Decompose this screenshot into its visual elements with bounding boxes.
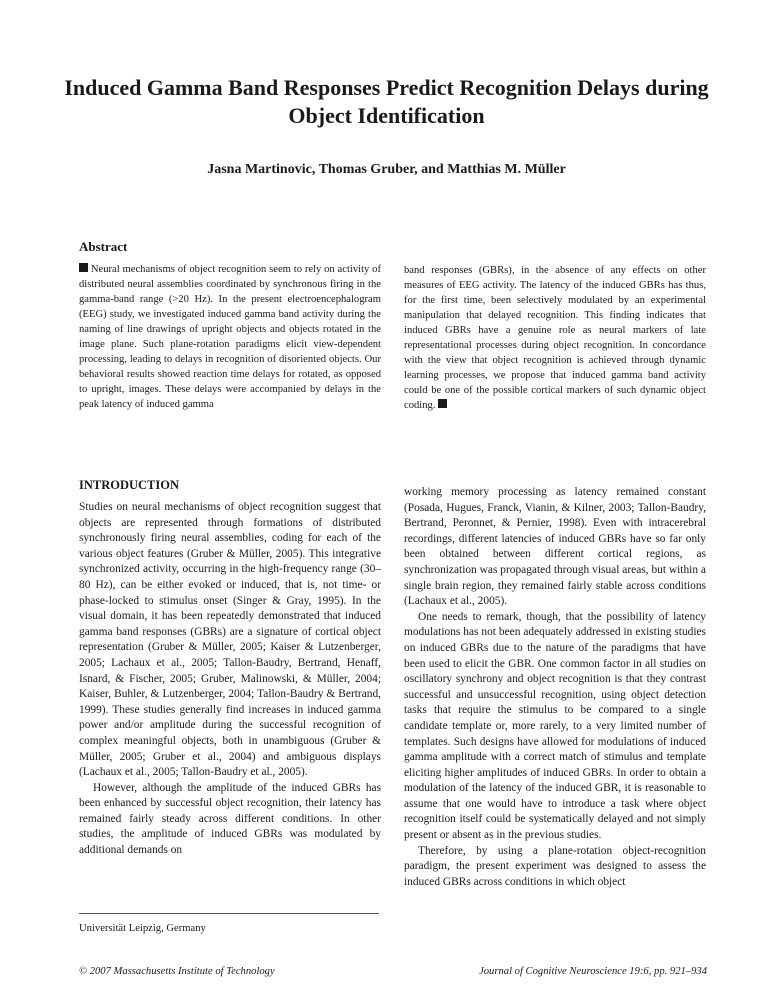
abstract-heading: Abstract [79, 239, 128, 254]
paragraph: Therefore, by using a plane-rotation object-recognition paradigm, the present experiment was designed to assess the induced GBRs across conditions in which object [404, 844, 706, 888]
abstract-text-right: band responses (GBRs), in the absence of any effects on other measures of EEG activity. The latency of the induced GBRs has thus, for the first time, been selectively modulated by an experimental manipulation that delayed recognition. This finding indicates that induced GBRs have a genuine role as neural markers of late representational processes during object recognition. In concordance with the view that object recognition is achieved through dynamic learning processes, we propose that induced gamma band activity could be one of the possible cortical markers of such dynamic object coding. [404, 265, 706, 411]
paper-title: Induced Gamma Band Responses Predict Recognition Delays during Object Identification [64, 75, 709, 128]
introduction-left-column [79, 500, 381, 859]
section-start-square-icon [79, 263, 88, 272]
paragraph: However, although the amplitude of the induced GBRs has been enhanced by successful object recognition, their latency has remained fairly steady across different conditions. In other studies, the amplitude of induced GBRs was modulated by additional demands on [79, 781, 381, 857]
abstract-right-column [404, 263, 706, 413]
abstract-left-column [79, 262, 381, 412]
copyright-footer: © 2007 Massachusetts Institute of Technology [79, 966, 275, 977]
journal-citation-footer: Journal of Cognitive Neuroscience 19:6, pp. 921–934 [479, 966, 707, 977]
introduction-heading: INTRODUCTION [79, 478, 180, 492]
paragraph: working memory processing as latency remained constant (Posada, Hugues, Franck, Vianin, & Kilner, 2003; Tallon-Baudry, Bertrand, Peronnet, & Pernier, 1998). Even with intracerebral recordings, different latencies of induced GBRs have so far only been obtained between different cortical regions, as synchronization was propagated through visual areas, but within a single brain region, they remained fairly stable across conditions (Lachaux et al., 2005). [404, 486, 706, 608]
paragraph: Studies on neural mechanisms of object recognition suggest that objects are represented through formations of distributed synchronously firing neural assemblies, coding for each of the various object features (Gruber & Müller, 2005). This integrative synchronized activity, occurring in the high-frequency range (30–80 Hz), can be either evoked or induced, that is, not time- or phase-locked to stimulus onset (Singer & Gray, 1995). In the visual domain, it has been repeatedly demonstrated that induced gamma band responses (GBRs) are a signature of cortical object representation (Gruber & Müller, 2005; Kaiser & Lutzenberger, 2005; Lachaux et al., 2005; Tallon-Baudry, Bertrand, Henaff, Isnard, & Fischer, 2005; Gruber, Malinowski, & Müller, 2004; Kaiser, Buhler, & Lutzenberger, 2004; Tallon-Baudry & Bertrand, 1999). These studies generally find increases in induced gamma power and/or amplitude during the successful recognition of complex meaningful objects, both in unambiguous (Gruber & Müller, 2005; Gruber et al., 2004) and ambiguous displays (Lachaux et al., 2005; Tallon-Baudry et al., 2005). [79, 501, 381, 779]
author-list: Jasna Martinovic, Thomas Gruber, and Matthias M. Müller [207, 162, 566, 177]
paragraph: One needs to remark, though, that the possibility of latency modulations has not been adequately addressed in existing studies on induced GBRs due to the nature of the paradigms that have been used to elicit the GBR. One common factor in all studies on oscillatory synchrony and object recognition is that they contrast successful and unsuccessful recognition, using object detection tasks that require the stimulus to be compared to a single candidate template or, more rarely, to a very limited number of templates. Such designs have allowed for modulations of induced gamma amplitude with a correct match of stimulus and template eliciting higher amplitudes of induced GBRs. In order to obtain a modulation of the latency of the induced GBR, it is reasonable to assume that one would have to introduce a task where object recognition itself could be systematically delayed and not simply present or absent as in the previous studies. [404, 610, 706, 842]
abstract-text-left: Neural mechanisms of object recognition seem to rely on activity of distributed neural assemblies coordinated by synchronous firing in the gamma-band range (>20 Hz). In the present electroencephalogram (EEG) study, we investigated induced gamma band activity during the naming of line drawings of upright objects and objects rotated in the image plane. Such plane-rotation paradigms elicit view-dependent processing, leading to delays in recognition of disoriented objects. Our behavioral results showed reaction time delays for rotated, as opposed to upright, images. These delays were accompanied by delays in the peak latency of induced gamma [79, 264, 381, 410]
footnote-divider [79, 913, 379, 914]
affiliation: Universität Leipzig, Germany [79, 923, 206, 934]
section-end-square-icon [438, 399, 447, 408]
introduction-right-column [404, 485, 706, 890]
